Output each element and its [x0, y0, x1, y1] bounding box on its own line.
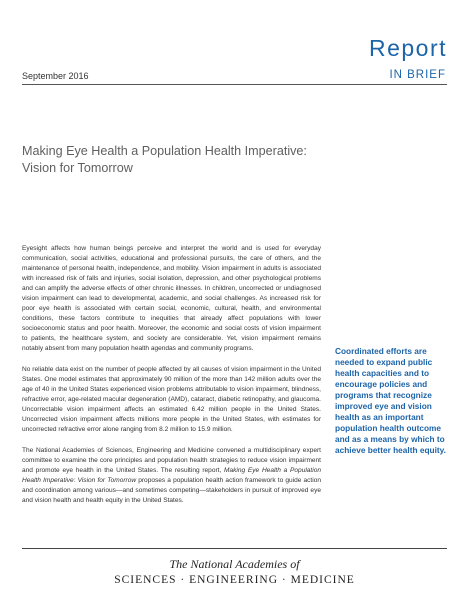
header-divider — [22, 84, 447, 85]
paragraph-3-text-b: proposes a population health action framework to guide action and coordination among various—and sometimes competing—stakeholders in pursuit of improved eye and vision health and health equity in the United States. — [22, 477, 321, 504]
body-paragraph-2: No reliable data exist on the number of people affected by all causes of vision impairment in the United States. One model estimates that approximately 90 million of the more than 142 million adults over the age of 40 in the United States experienced vision problems attributable to vision impairment, blindness, refractive error, age-related macular degeneration (AMD), cataract, diabetic retinopathy, and glaucoma. Uncorrectable vision impairment affects an estimated 6.42 million people in the United States. Uncorrected vision impairment affects millions more people in the United States, with estimates for uncorrected refractive error alone ranging from 8.2 million to 15.9 million. — [22, 366, 321, 433]
paragraph-3-text-a: The National Academies of Sciences, Engineering and Medicine convened a multidisciplinary expert committee to examine the core principles and population health strategies to reduce vision impairment and promote eye health in the United States. The resulting report, — [22, 447, 321, 474]
series-label: IN BRIEF — [389, 69, 446, 81]
publication-date: September 2016 — [22, 71, 89, 81]
footer-logo-line-2: SCIENCES · ENGINEERING · MEDICINE — [114, 574, 355, 586]
sidebar-callout: Coordinated efforts are needed to expand public health capacities and to encourage policies and programs that recognize improved eye and vision health as an important population health outcome and as a means by which to achieve better health equity. — [335, 346, 446, 455]
body-text — [22, 244, 321, 517]
footer-logo-line-1: The National Academies of — [169, 557, 300, 571]
body-paragraph-3 — [22, 446, 321, 506]
report-heading: Report — [368, 35, 447, 61]
document-title — [22, 143, 352, 177]
body-paragraph-1: Eyesight affects how human beings perceive and interpret the world and is used for everyday communication, social activities, educational and professional pursuits, the care of others, and the maintenance of personal health, independence, and mobility. Vision impairment in adults is associated with increased risk of falls and injuries, social isolation, depression, and other psychological problems and can amplify the adverse effects of other chronic illnesses. In children, uncorrected or undiagnosed vision impairment can lead to developmental, academic, and social challenges. As increased risk for poor eye health is associated with certain social, economic, cultural, health, and environmental conditions, these factors contribute to inequities that already affect populations with lower socioeconomic status and poor health. Moreover, the economic and social costs of vision impairment to patients, the healthcare system, and society are considerable. Yet, vision impairment remains notably absent from many population health agendas and community programs. — [22, 245, 321, 352]
title-line-2: Vision for Tomorrow — [22, 161, 133, 175]
report-title-italic: Making Eye Health a Population Health Imperative: Vision for Tomorrow — [22, 467, 321, 484]
title-line-1: Making Eye Health a Population Health Imperative: — [22, 144, 307, 158]
footer-divider — [22, 548, 447, 549]
